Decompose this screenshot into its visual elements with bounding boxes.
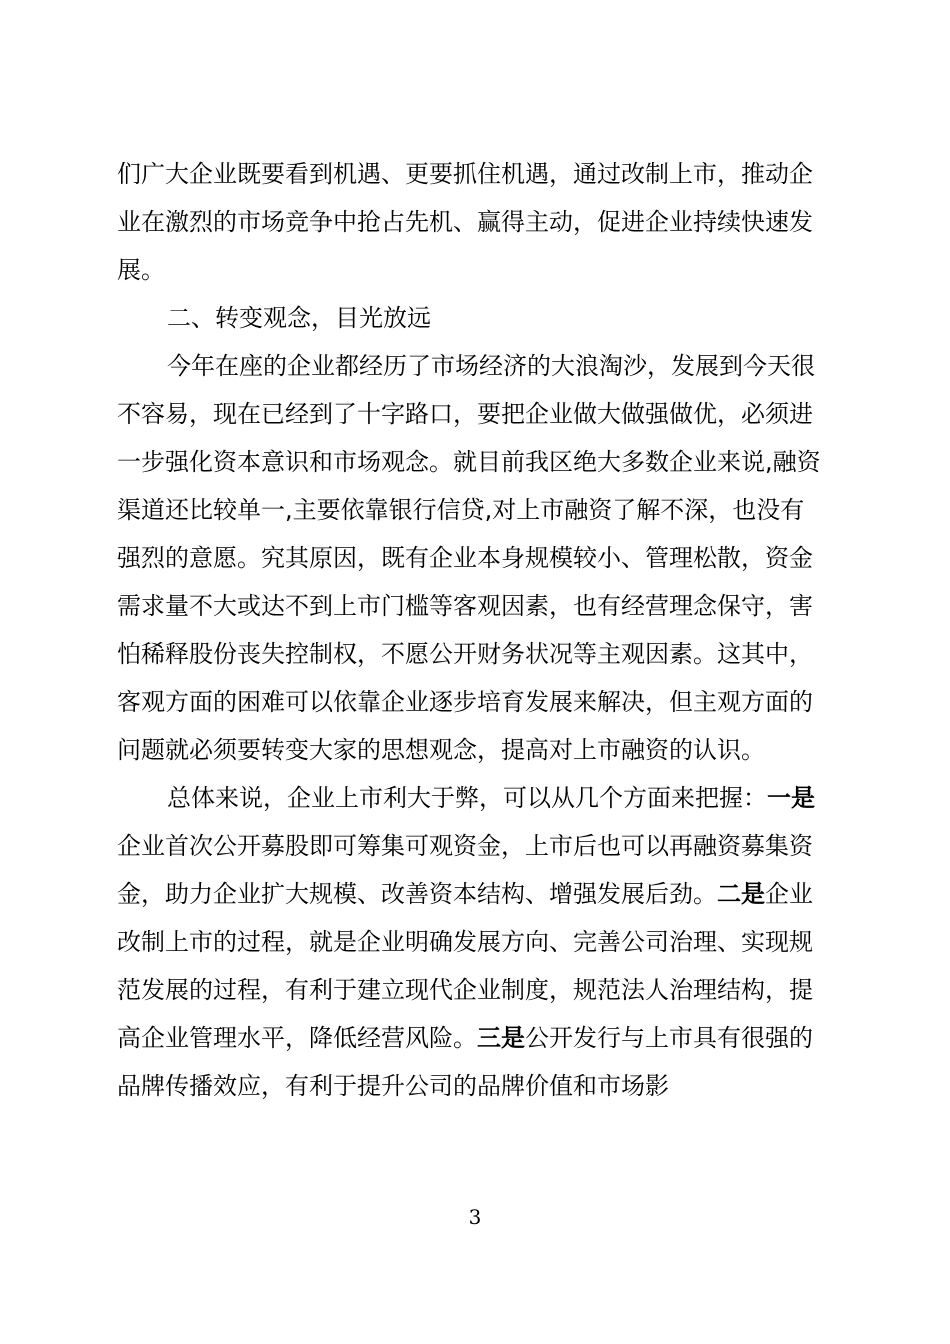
paragraph-2-line-1: 今年在座的企业都经历了市场经济的大浪淘沙，发展到今天很 <box>167 352 815 380</box>
paragraph-3-line-6 <box>117 1014 813 1062</box>
paragraph-3-line-1 <box>167 774 815 822</box>
paragraph-3-line-5: 范发展的过程，有利于建立现代企业制度，规范法人治理结构，提 <box>117 976 813 1004</box>
paragraph-3-line-3-tail: 企业 <box>765 880 813 908</box>
paragraph-3-line-7: 品牌传播效应，有利于提升公司的品牌价值和市场影 <box>117 1072 669 1100</box>
paragraph-2-line-4: 渠道还比较单一,主要依靠银行信贷,对上市融资了解不深，也没有 <box>117 496 805 524</box>
paragraph-1-line-2: 业在激烈的市场竞争中抢占先机、赢得主动，促进企业持续快速发 <box>117 208 813 236</box>
paragraph-2-line-7: 怕稀释股份丧失控制权，不愿公开财务状况等主观因素。这其中， <box>117 640 813 668</box>
paragraph-3-line-3-text: 金，助力企业扩大规模、改善资本结构、增强发展后劲。 <box>117 880 717 908</box>
paragraph-3-line-4: 改制上市的过程，就是企业明确发展方向、完善公司治理、实现规 <box>117 928 813 956</box>
paragraph-2-line-3: 一步强化资本意识和市场观念。就目前我区绝大多数企业来说,融资 <box>117 448 821 476</box>
paragraph-2-line-8: 客观方面的困难可以依靠企业逐步培育发展来解决，但主观方面的 <box>117 688 813 716</box>
paragraph-2-line-6: 需求量不大或达不到上市门槛等客观因素，也有经营理念保守，害 <box>117 592 813 620</box>
paragraph-2-line-9: 问题就必须要转变大家的思想观念，提高对上市融资的认识。 <box>117 736 765 764</box>
paragraph-1-line-3: 展。 <box>117 256 165 284</box>
point-one-marker: 一是 <box>767 784 815 812</box>
section-heading: 二、转变观念，目光放远 <box>167 304 431 332</box>
paragraph-3-line-6-tail: 公开发行与上市具有很强的 <box>525 1024 813 1052</box>
paragraph-3-line-6-text: 高企业管理水平，降低经营风险。 <box>117 1024 477 1052</box>
paragraph-1-line-1: 们广大企业既要看到机遇、更要抓住机遇，通过改制上市，推动企 <box>117 160 813 188</box>
paragraph-2-line-2: 不容易，现在已经到了十字路口，要把企业做大做强做优，必须进 <box>117 400 813 428</box>
point-three-marker: 三是 <box>477 1024 525 1052</box>
point-two-marker: 二是 <box>717 880 765 908</box>
paragraph-3-line-2: 企业首次公开募股即可筹集可观资金，上市后也可以再融资募集资 <box>117 832 813 860</box>
page-number: 3 <box>468 1205 482 1229</box>
paragraph-3-line-3 <box>117 870 813 918</box>
paragraph-2-line-5: 强烈的意愿。究其原因，既有企业本身规模较小、管理松散，资金 <box>117 544 813 572</box>
paragraph-3-line-1-text: 总体来说，企业上市利大于弊，可以从几个方面来把握： <box>167 784 767 812</box>
